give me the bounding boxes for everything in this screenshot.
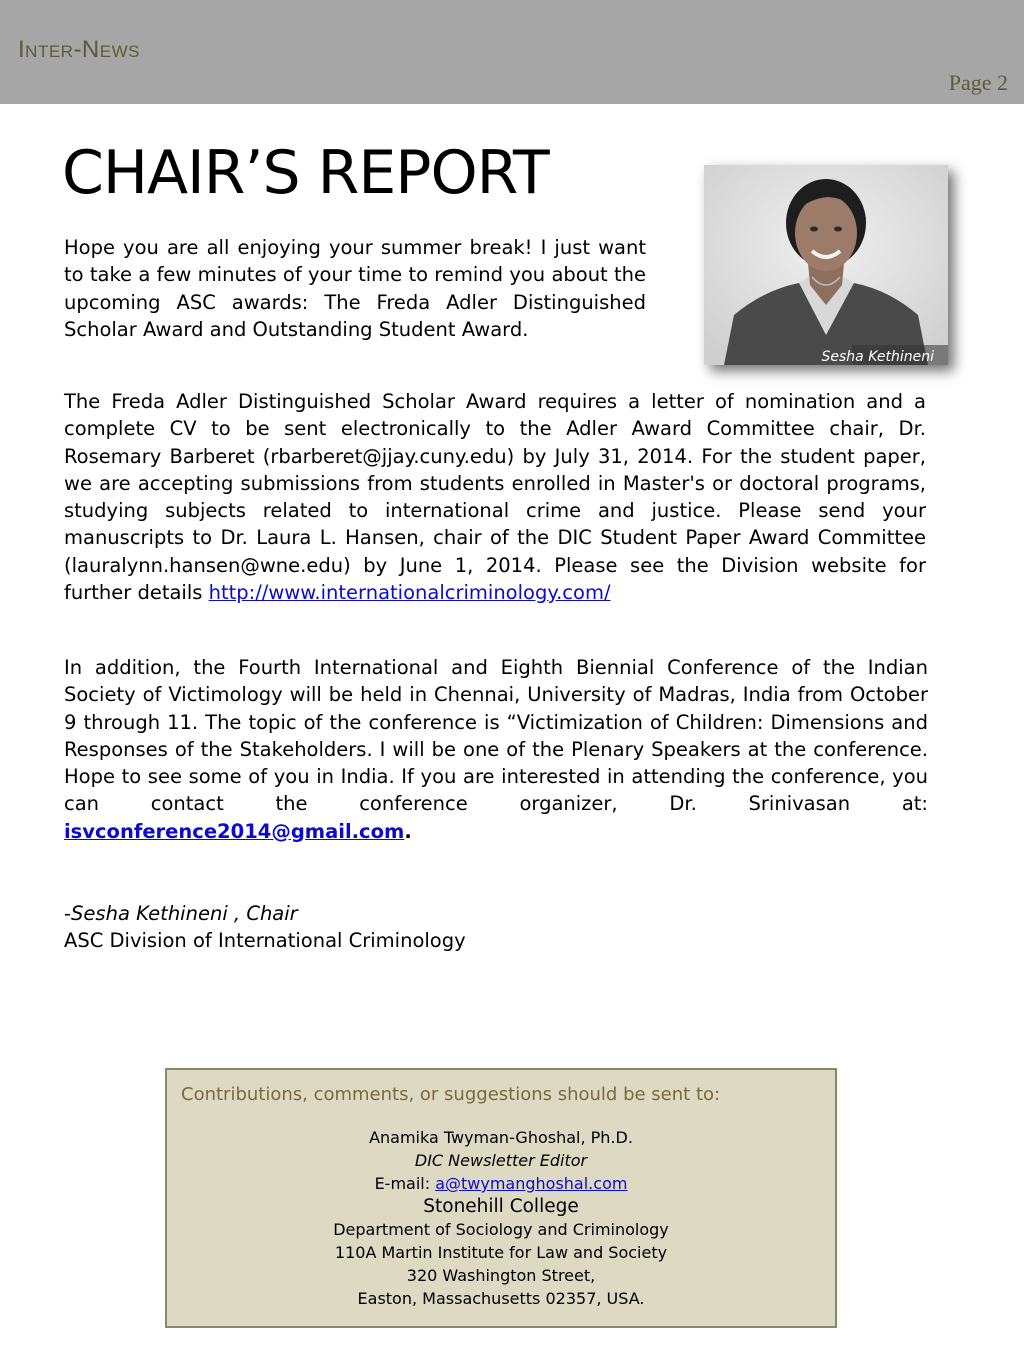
article-title: CHAIR’S REPORT — [62, 138, 549, 208]
page-number: Page 2 — [948, 70, 1008, 95]
photo-caption: Sesha Kethineni — [821, 349, 934, 365]
contact-details — [167, 1126, 835, 1310]
conference-paragraph — [64, 654, 928, 845]
department-name: Department of Sociology and Criminology — [333, 1220, 669, 1239]
address-line-1: 110A Martin Institute for Law and Society — [334, 1243, 668, 1262]
adler-award-paragraph — [64, 388, 926, 606]
newsletter-name: Inter-News — [18, 36, 140, 63]
address-line-3: Easton, Massachusetts 02357, USA. — [357, 1289, 645, 1308]
chair-photo — [704, 165, 948, 365]
contact-box — [165, 1068, 837, 1328]
address-line-2: 320 Washington Street, — [406, 1266, 596, 1285]
email-label: E-mail: — [374, 1174, 436, 1193]
institution-name: Stonehill College — [423, 1196, 579, 1217]
intro-paragraph: Hope you are all enjoying your summer break! I just want to take a few minutes of your time to remind you about the upcoming ASC awards: The Freda Adler Distinguished Scholar Award and Outstanding Student Award. — [64, 236, 646, 341]
portrait-image — [704, 165, 948, 365]
contact-heading: Contributions, comments, or suggestions should be sent to: — [181, 1084, 721, 1105]
editor-name: Anamika Twyman-Ghoshal, Ph.D. — [369, 1128, 633, 1147]
division-website-link[interactable]: http://www.internationalcriminology.com/ — [208, 581, 611, 605]
signature-organization: ASC Division of International Criminology — [64, 929, 466, 953]
conference-email-suffix: . — [404, 819, 412, 843]
editor-role: DIC Newsletter Editor — [414, 1151, 588, 1170]
editor-email-line — [167, 1172, 835, 1195]
signature-name: Sesha Kethineni , Chair — [71, 902, 298, 925]
page-header — [0, 0, 1024, 104]
signature-dash: - — [64, 902, 72, 925]
adler-award-text: The Freda Adler Distinguished Scholar Award requires a letter of nomination and a complete CV to be sent electronically to the Adler Award Committee chair, Dr. Rosemary Barberet (rbarberet@jjay.cuny.edu) by July 31, 2014. For the student paper, we are accepting submissions from students enrolled in Master's or doctoral programs, studying subjects related to international crime and justice. Please send your manuscripts to Dr. Laura L. Hansen, chair of the DIC Student Paper Award Committee (lauralynn.hansen@wne.edu) by June 1, 2014. Please see the Division website for further details — [64, 390, 926, 605]
conference-email-link[interactable]: isvconference2014@gmail.com — [64, 819, 405, 843]
conference-text: In addition, the Fourth International and Eighth Biennial Conference of the Indian Society of Victimology will be held in Chennai, University of Madras, India from October 9 through 11. The topic of the conference is “Victimization of Children: Dimensions and Responses of the Stakeholders. I will be one of the Plenary Speakers at the conference. Hope to see some of you in India. If you are interested in attending the conference, you can contact the conference organizer, Dr. Srinivasan at: — [64, 656, 928, 816]
signature-block — [64, 900, 466, 955]
editor-email-link[interactable]: a@twymanghoshal.com — [435, 1174, 628, 1193]
